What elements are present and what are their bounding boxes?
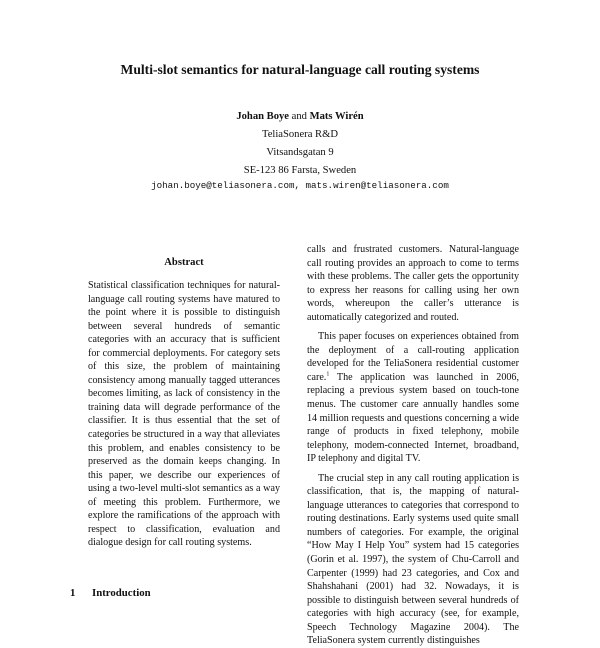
affiliation-city: SE-123 86 Farsta, Sweden	[243, 165, 357, 176]
affiliation-organization: TeliaSonera R&D	[261, 129, 339, 140]
author-line	[0, 110, 600, 124]
paragraph: calls and frustrated customers. Natural-language call routing provides an approach to come to terms with these problems. The caller gets the opportunity to express her reasons for calling using her own words, whereupon the caller’s utterance is automatically categorized and routed.	[307, 244, 519, 323]
section-title: Introduction	[92, 587, 151, 599]
author-name: Johan Boye	[236, 111, 290, 122]
abstract-heading: Abstract	[164, 257, 204, 268]
section-heading	[70, 586, 151, 600]
author-conjunction: and	[289, 111, 310, 122]
author-emails: johan.boye@teliasonera.com, mats.wiren@teliasonera.com	[151, 180, 449, 191]
paper-title: Multi-slot semantics for natural-language call routing systems	[120, 62, 480, 77]
paragraph-text: The application was launched in 2006, replacing a previous system based on touch-tone menus. The customer care annually handles some 14 million requests and questions concerning a wide range of products in fixed telephony, mobile telephony, modem-connected Internet, broadband, IP telephony and digital TV.	[307, 371, 519, 465]
paragraph: The crucial step in any call routing application is classification, that is, the mapping of natural-language utterances to categories that correspond to routing destinations. Early systems used quite small numbers of categories. For example, the original “How May I Help You” system had 15 categories (Gorin et al. 1997), the system of Chu-Carroll and Carpenter (1999) had 23 categories, and Cox and Shahshahani (2001) had 32. Nowadays, it is possible to distinguish between several hundreds of categories with high accuracy (see, for example, Speech Technology Magazine 2004). The TeliaSonera system currently distinguishes	[307, 472, 519, 647]
affiliation-street: Vitsandsgatan 9	[266, 147, 334, 158]
footnote-marker: 1	[326, 371, 330, 378]
right-column	[307, 243, 519, 648]
section-number: 1	[70, 587, 76, 599]
abstract-text: Statistical classification techniques for natural-language call routing systems have matured to the point where it is possible to distinguish between several hundreds of semantic categories with an accuracy that is sufficient for commercial deployments. For category sets of this size, the problem of maintaining consistency among manually tagged utterances becomes limiting, as lack of consistency in the training data will degrade performance of the classifier. It is thus essential that the set of categories be structured in a way that alleviates this problem, and enables consistency to be preserved as the domain keeps changing. In this paper, we describe our experiences of using a two-level multi-slot semantics as a way of meeting this problem. Furthermore, we explore the ramifications of the approach with respect to classification, evaluation and dialogue design for call routing systems.	[88, 280, 280, 549]
paragraph-text: This paper focuses on experiences obtained from the deployment of a call-routing application developed for the TeliaSonera residential customer care.	[307, 331, 519, 383]
paragraph	[307, 330, 519, 465]
abstract-body	[88, 279, 280, 550]
author-name: Mats Wirén	[309, 111, 364, 122]
